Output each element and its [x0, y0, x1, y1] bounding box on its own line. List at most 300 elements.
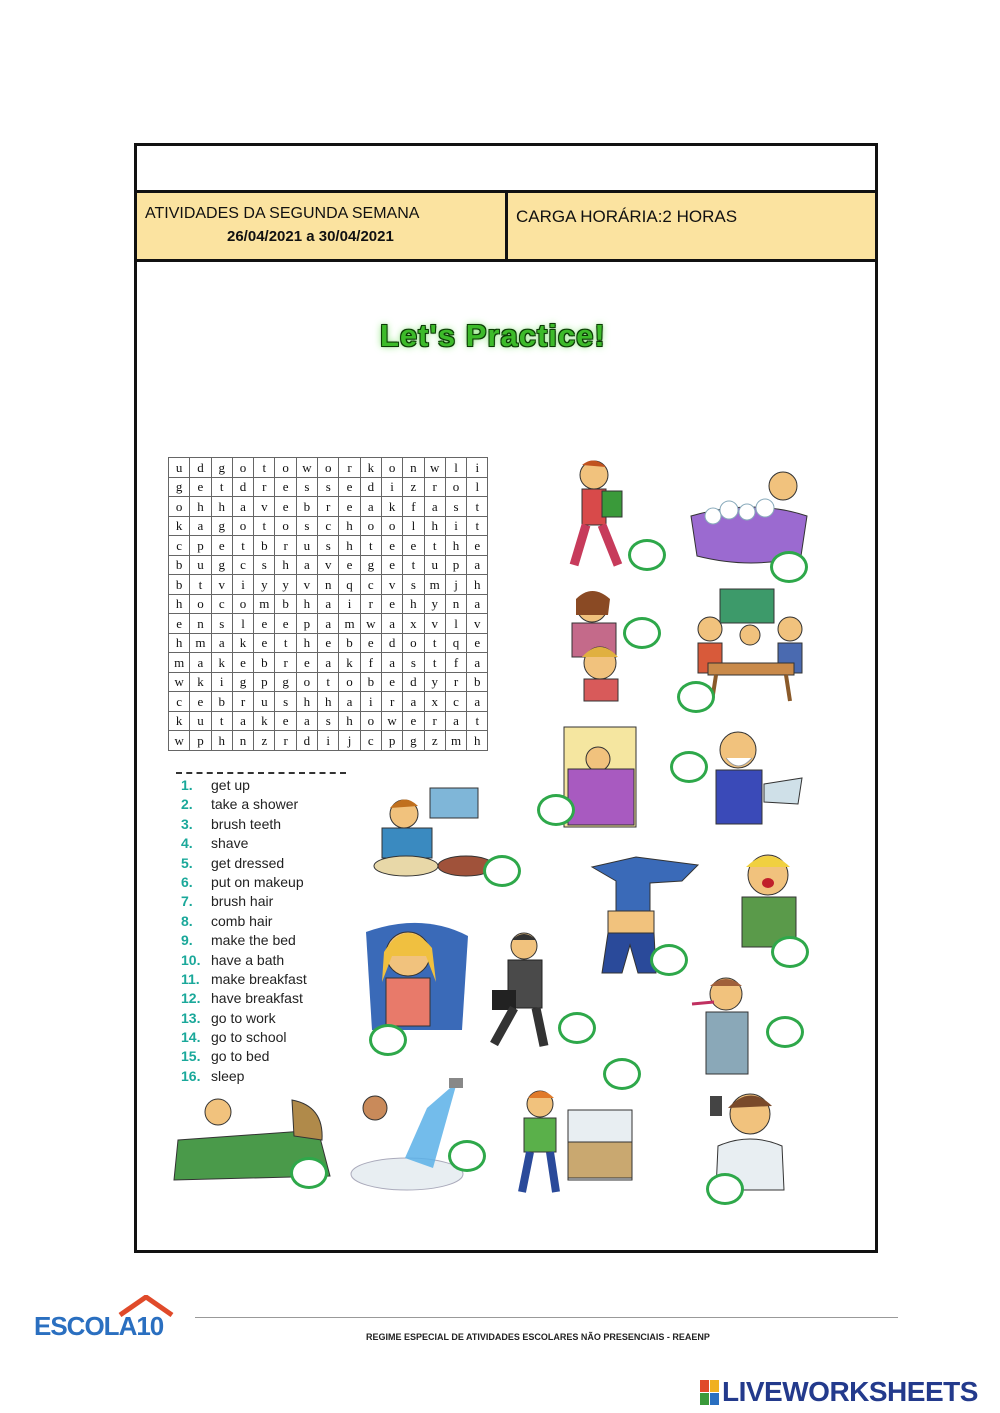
grid-letter[interactable]: p — [254, 672, 275, 692]
grid-letter[interactable]: a — [318, 653, 339, 673]
grid-letter[interactable]: s — [318, 477, 339, 497]
word-number: 12. — [181, 990, 201, 1007]
grid-letter[interactable]: j — [339, 731, 360, 751]
grid-letter[interactable]: b — [169, 555, 190, 575]
grid-letter[interactable]: l — [467, 477, 488, 497]
logo-text: ESCOLA10 — [34, 1311, 164, 1341]
grid-letter[interactable]: r — [318, 497, 339, 517]
grid-letter[interactable]: a — [381, 653, 402, 673]
grid-letter[interactable]: e — [339, 555, 360, 575]
grid-letter[interactable]: t — [403, 555, 424, 575]
grid-letter[interactable]: v — [424, 614, 445, 634]
grid-letter[interactable]: r — [275, 653, 296, 673]
answer-circle-6[interactable] — [670, 751, 708, 783]
grid-letter[interactable]: o — [275, 458, 296, 478]
grid-letter[interactable]: r — [445, 672, 466, 692]
word-list-item — [181, 1068, 307, 1087]
grid-letter[interactable]: q — [445, 633, 466, 653]
grid-letter[interactable]: y — [424, 594, 445, 614]
header-dates: 26/04/2021 a 30/04/2021 — [227, 228, 394, 245]
grid-letter[interactable]: s — [211, 614, 232, 634]
word-list-item — [181, 1029, 307, 1048]
answer-circle-13[interactable] — [290, 1157, 328, 1189]
grid-letter[interactable]: i — [467, 458, 488, 478]
grid-letter[interactable]: m — [254, 594, 275, 614]
grid-letter[interactable]: g — [211, 555, 232, 575]
grid-letter[interactable]: t — [424, 536, 445, 556]
grid-letter[interactable]: i — [445, 516, 466, 536]
grid-letter[interactable]: i — [211, 672, 232, 692]
grid-letter[interactable]: c — [232, 555, 253, 575]
grid-letter[interactable]: k — [169, 516, 190, 536]
word-number: 1. — [181, 777, 193, 793]
grid-letter[interactable]: m — [169, 653, 190, 673]
answer-circle-11[interactable] — [558, 1012, 596, 1044]
grid-letter[interactable]: h — [169, 633, 190, 653]
header-title: ATIVIDADES DA SEGUNDA SEMANA — [145, 205, 420, 222]
grid-letter[interactable]: k — [360, 458, 381, 478]
grid-letter[interactable]: o — [318, 458, 339, 478]
grid-letter[interactable]: a — [467, 594, 488, 614]
grid-letter[interactable]: s — [296, 477, 317, 497]
grid-letter[interactable]: h — [296, 633, 317, 653]
answer-circle-5[interactable] — [537, 794, 575, 826]
grid-letter[interactable]: a — [403, 692, 424, 712]
grid-letter[interactable]: a — [339, 692, 360, 712]
word-number: 8. — [181, 912, 193, 929]
grid-letter[interactable]: a — [467, 653, 488, 673]
grid-letter[interactable]: h — [211, 497, 232, 517]
grid-letter[interactable]: b — [211, 692, 232, 712]
grid-letter[interactable]: h — [424, 516, 445, 536]
grid-letter[interactable]: e — [190, 477, 211, 497]
grid-letter[interactable]: i — [360, 692, 381, 712]
grid-letter[interactable]: h — [296, 692, 317, 712]
grid-letter[interactable]: a — [467, 555, 488, 575]
grid-letter[interactable]: w — [296, 458, 317, 478]
grid-letter[interactable]: a — [318, 614, 339, 634]
answer-circle-4[interactable] — [677, 681, 715, 713]
grid-letter[interactable]: b — [169, 575, 190, 595]
grid-letter[interactable]: a — [360, 497, 381, 517]
grid-letter[interactable]: q — [339, 575, 360, 595]
word-text: comb hair — [211, 912, 273, 929]
grid-letter[interactable]: s — [318, 536, 339, 556]
grid-letter[interactable]: s — [403, 575, 424, 595]
grid-letter[interactable]: g — [360, 555, 381, 575]
grid-letter[interactable]: e — [254, 614, 275, 634]
grid-letter[interactable]: m — [190, 633, 211, 653]
grid-letter[interactable]: e — [467, 633, 488, 653]
grid-letter[interactable]: o — [360, 516, 381, 536]
grid-letter[interactable]: a — [211, 633, 232, 653]
grid-letter[interactable]: b — [360, 672, 381, 692]
grid-letter[interactable]: p — [190, 536, 211, 556]
grid-letter[interactable]: e — [339, 497, 360, 517]
grid-letter[interactable]: r — [254, 477, 275, 497]
grid-letter[interactable]: i — [318, 731, 339, 751]
grid-letter[interactable]: b — [254, 536, 275, 556]
grid-letter[interactable]: s — [296, 516, 317, 536]
grid-letter[interactable]: l — [445, 458, 466, 478]
word-text: get up — [211, 777, 250, 793]
grid-letter[interactable]: a — [467, 692, 488, 712]
word-list-item — [181, 1048, 307, 1067]
grid-letter[interactable]: o — [296, 672, 317, 692]
grid-letter[interactable]: t — [275, 633, 296, 653]
grid-row — [169, 497, 488, 517]
grid-letter[interactable]: o — [232, 516, 253, 536]
grid-letter[interactable]: k — [232, 633, 253, 653]
word-number: 16. — [181, 1067, 201, 1084]
grid-letter[interactable]: t — [211, 711, 232, 731]
grid-letter[interactable]: k — [190, 672, 211, 692]
grid-letter[interactable]: g — [211, 458, 232, 478]
grid-letter[interactable]: o — [381, 458, 402, 478]
grid-letter[interactable]: m — [339, 614, 360, 634]
grid-letter[interactable]: r — [360, 594, 381, 614]
man-brushing-teeth-illustration — [688, 968, 774, 1080]
grid-letter[interactable]: h — [403, 594, 424, 614]
grid-letter[interactable]: k — [254, 711, 275, 731]
grid-letter[interactable]: g — [232, 672, 253, 692]
answer-circle-9[interactable] — [771, 936, 809, 968]
grid-letter[interactable]: c — [318, 516, 339, 536]
grid-letter[interactable]: p — [190, 731, 211, 751]
word-number: 13. — [181, 1009, 201, 1026]
grid-letter[interactable]: s — [275, 692, 296, 712]
word-list-item — [181, 971, 307, 990]
grid-letter[interactable]: t — [467, 711, 488, 731]
grid-letter[interactable]: a — [190, 653, 211, 673]
word-text: brush teeth — [211, 815, 282, 832]
grid-row — [169, 575, 488, 595]
grid-letter[interactable]: d — [190, 458, 211, 478]
grid-letter[interactable]: h — [318, 692, 339, 712]
grid-letter[interactable]: b — [296, 497, 317, 517]
word-number: 14. — [181, 1029, 201, 1046]
grid-letter[interactable]: e — [381, 536, 402, 556]
grid-letter[interactable]: c — [211, 594, 232, 614]
grid-letter[interactable]: d — [403, 672, 424, 692]
grid-letter[interactable]: r — [424, 477, 445, 497]
grid-letter[interactable]: o — [381, 516, 402, 536]
grid-letter[interactable]: b — [339, 633, 360, 653]
grid-letter[interactable]: m — [424, 575, 445, 595]
grid-letter[interactable]: r — [339, 458, 360, 478]
grid-letter[interactable]: t — [254, 458, 275, 478]
grid-letter[interactable]: e — [467, 536, 488, 556]
grid-letter[interactable]: w — [360, 614, 381, 634]
grid-letter[interactable]: c — [445, 692, 466, 712]
word-text: make breakfast — [211, 970, 307, 987]
footer-program: REGIME ESPECIAL DE ATIVIDADES ESCOLARES NÃO PRESENCIAIS - REAENP — [366, 1332, 710, 1342]
word-number: 11. — [181, 970, 200, 987]
grid-letter[interactable]: t — [467, 497, 488, 517]
grid-letter[interactable]: e — [381, 594, 402, 614]
grid-letter[interactable]: a — [190, 516, 211, 536]
grid-letter[interactable]: n — [232, 731, 253, 751]
grid-letter[interactable]: r — [381, 692, 402, 712]
grid-letter[interactable]: g — [403, 731, 424, 751]
grid-letter[interactable]: o — [339, 672, 360, 692]
answer-circle-10[interactable] — [369, 1024, 407, 1056]
grid-letter[interactable]: o — [232, 458, 253, 478]
grid-letter[interactable]: h — [467, 575, 488, 595]
grid-letter[interactable]: u — [254, 692, 275, 712]
grid-letter[interactable]: o — [275, 516, 296, 536]
word-list-item — [181, 952, 307, 971]
grid-letter[interactable]: e — [381, 672, 402, 692]
grid-letter[interactable]: e — [360, 633, 381, 653]
grid-letter[interactable]: k — [339, 653, 360, 673]
grid-letter[interactable]: z — [424, 731, 445, 751]
answer-circle-7[interactable] — [483, 855, 521, 887]
grid-letter[interactable]: a — [381, 614, 402, 634]
grid-letter[interactable]: x — [403, 614, 424, 634]
grid-letter[interactable]: s — [318, 711, 339, 731]
grid-letter[interactable]: e — [403, 711, 424, 731]
grid-letter[interactable]: o — [232, 594, 253, 614]
grid-letter[interactable]: t — [211, 477, 232, 497]
grid-letter[interactable]: p — [381, 731, 402, 751]
grid-row — [169, 731, 488, 751]
grid-letter[interactable]: s — [445, 497, 466, 517]
footer-divider — [195, 1317, 898, 1318]
grid-letter[interactable]: a — [232, 497, 253, 517]
grid-letter[interactable]: u — [190, 555, 211, 575]
word-list-item — [181, 1010, 307, 1029]
grid-letter[interactable]: l — [445, 614, 466, 634]
grid-letter[interactable]: y — [254, 575, 275, 595]
grid-row — [169, 555, 488, 575]
grid-letter[interactable]: d — [381, 633, 402, 653]
grid-letter[interactable]: s — [403, 653, 424, 673]
grid-letter[interactable]: t — [254, 516, 275, 536]
grid-letter[interactable]: f — [403, 497, 424, 517]
grid-letter[interactable]: h — [169, 594, 190, 614]
grid-letter[interactable]: i — [232, 575, 253, 595]
grid-letter[interactable]: l — [403, 516, 424, 536]
grid-letter[interactable]: a — [318, 594, 339, 614]
grid-letter[interactable]: i — [381, 477, 402, 497]
grid-letter[interactable]: v — [254, 497, 275, 517]
grid-letter[interactable]: w — [169, 672, 190, 692]
grid-letter[interactable]: h — [467, 731, 488, 751]
grid-letter[interactable]: r — [424, 711, 445, 731]
grid-letter[interactable]: p — [296, 614, 317, 634]
grid-letter[interactable]: h — [190, 497, 211, 517]
answer-circle-3[interactable] — [623, 617, 661, 649]
grid-letter[interactable]: e — [169, 614, 190, 634]
word-text: go to work — [211, 1009, 276, 1026]
grid-letter[interactable]: h — [339, 711, 360, 731]
grid-letter[interactable]: n — [403, 458, 424, 478]
word-list — [181, 777, 307, 1087]
grid-letter[interactable]: o — [360, 711, 381, 731]
word-number: 15. — [181, 1048, 201, 1065]
grid-letter[interactable]: c — [360, 575, 381, 595]
liveworksheets-text: LIVEWORKSHEETS — [722, 1376, 978, 1407]
grid-letter[interactable]: u — [296, 536, 317, 556]
grid-letter[interactable]: e — [275, 614, 296, 634]
grid-letter[interactable]: h — [339, 536, 360, 556]
word-text: sleep — [211, 1067, 245, 1084]
header-workload: CARGA HORÁRIA:2 HORAS — [516, 207, 738, 226]
answer-circle-1[interactable] — [628, 539, 666, 571]
word-number: 6. — [181, 873, 193, 890]
grid-letter[interactable]: e — [254, 633, 275, 653]
word-number: 3. — [181, 815, 193, 832]
grid-row — [169, 594, 488, 614]
grid-letter[interactable]: a — [232, 711, 253, 731]
answer-circle-15[interactable] — [603, 1058, 641, 1090]
word-number: 9. — [181, 932, 193, 949]
grid-letter[interactable]: l — [232, 614, 253, 634]
answer-circle-14[interactable] — [448, 1140, 486, 1172]
grid-letter[interactable]: h — [296, 594, 317, 614]
grid-letter[interactable]: e — [318, 633, 339, 653]
grid-row — [169, 633, 488, 653]
grid-letter[interactable]: o — [403, 633, 424, 653]
word-list-item — [181, 990, 307, 1009]
grid-letter[interactable]: v — [296, 575, 317, 595]
grid-letter[interactable]: r — [275, 536, 296, 556]
word-number: 5. — [181, 854, 193, 871]
word-list-item — [181, 855, 307, 874]
grid-letter[interactable]: a — [424, 497, 445, 517]
grid-letter[interactable]: h — [275, 555, 296, 575]
grid-letter[interactable]: e — [296, 653, 317, 673]
grid-letter[interactable]: w — [424, 458, 445, 478]
word-list-item — [181, 893, 307, 912]
grid-letter[interactable]: e — [190, 692, 211, 712]
word-text: shave — [211, 835, 249, 852]
grid-letter[interactable]: h — [445, 536, 466, 556]
grid-letter[interactable]: b — [275, 594, 296, 614]
grid-letter[interactable]: i — [339, 594, 360, 614]
grid-letter[interactable]: e — [403, 536, 424, 556]
grid-letter[interactable]: s — [254, 555, 275, 575]
grid-letter[interactable]: n — [318, 575, 339, 595]
word-list-item — [181, 874, 307, 893]
grid-letter[interactable]: a — [296, 711, 317, 731]
answer-circle-8[interactable] — [650, 944, 688, 976]
grid-letter[interactable]: c — [360, 731, 381, 751]
word-text: get dressed — [211, 854, 285, 871]
grid-letter[interactable]: k — [211, 653, 232, 673]
grid-letter[interactable]: h — [211, 731, 232, 751]
word-number: 4. — [181, 835, 193, 852]
grid-letter[interactable]: g — [211, 516, 232, 536]
grid-letter[interactable]: v — [381, 575, 402, 595]
grid-letter[interactable]: v — [211, 575, 232, 595]
word-number: 10. — [181, 951, 201, 968]
grid-letter[interactable]: a — [296, 555, 317, 575]
word-text: have a bath — [211, 951, 285, 968]
grid-letter[interactable]: c — [169, 692, 190, 712]
grid-letter[interactable]: v — [318, 555, 339, 575]
grid-letter[interactable]: g — [275, 672, 296, 692]
grid-letter[interactable]: t — [424, 633, 445, 653]
word-text: make the bed — [211, 932, 296, 949]
grid-letter[interactable]: d — [360, 477, 381, 497]
grid-letter[interactable]: f — [445, 653, 466, 673]
grid-letter[interactable]: r — [232, 692, 253, 712]
grid-letter[interactable]: n — [445, 594, 466, 614]
grid-letter[interactable]: h — [339, 516, 360, 536]
grid-letter[interactable]: e — [339, 477, 360, 497]
grid-letter[interactable]: b — [467, 672, 488, 692]
grid-letter[interactable]: m — [445, 731, 466, 751]
grid-letter[interactable]: z — [254, 731, 275, 751]
boy-taking-shower-illustration — [347, 1078, 467, 1196]
grid-row — [169, 536, 488, 556]
grid-row — [169, 477, 488, 497]
grid-letter[interactable]: t — [424, 653, 445, 673]
grid-letter[interactable]: u — [190, 711, 211, 731]
answer-circle-16[interactable] — [706, 1173, 744, 1205]
grid-letter[interactable]: a — [445, 711, 466, 731]
grid-letter[interactable]: z — [403, 477, 424, 497]
grid-letter[interactable]: t — [467, 516, 488, 536]
grid-letter[interactable]: t — [360, 536, 381, 556]
grid-letter[interactable]: v — [467, 614, 488, 634]
answer-circle-12[interactable] — [766, 1016, 804, 1048]
grid-letter[interactable]: e — [275, 711, 296, 731]
grid-letter[interactable]: d — [232, 477, 253, 497]
grid-letter[interactable]: p — [445, 555, 466, 575]
grid-letter[interactable]: t — [318, 672, 339, 692]
page-heading: Let's Practice! — [380, 318, 606, 353]
grid-letter[interactable]: u — [424, 555, 445, 575]
grid-letter[interactable]: k — [381, 497, 402, 517]
grid-letter[interactable]: b — [254, 653, 275, 673]
grid-letter[interactable]: c — [169, 536, 190, 556]
grid-letter[interactable]: g — [169, 477, 190, 497]
grid-letter[interactable]: o — [190, 594, 211, 614]
grid-letter[interactable]: e — [275, 477, 296, 497]
grid-letter[interactable]: w — [169, 731, 190, 751]
grid-letter[interactable]: o — [169, 497, 190, 517]
grid-letter[interactable]: t — [232, 536, 253, 556]
grid-letter[interactable]: e — [275, 497, 296, 517]
grid-row — [169, 614, 488, 634]
grid-letter[interactable]: y — [424, 672, 445, 692]
grid-letter[interactable]: e — [211, 536, 232, 556]
grid-letter[interactable]: w — [381, 711, 402, 731]
grid-letter[interactable]: u — [169, 458, 190, 478]
boy-getting-up-illustration — [720, 845, 820, 957]
grid-letter[interactable]: y — [275, 575, 296, 595]
grid-letter[interactable]: e — [232, 653, 253, 673]
grid-letter[interactable]: t — [190, 575, 211, 595]
grid-letter[interactable]: x — [424, 692, 445, 712]
grid-letter[interactable]: n — [190, 614, 211, 634]
grid-letter[interactable]: j — [445, 575, 466, 595]
header-week-cell — [137, 190, 508, 262]
grid-letter[interactable]: k — [169, 711, 190, 731]
grid-letter[interactable]: e — [381, 555, 402, 575]
grid-letter[interactable]: f — [360, 653, 381, 673]
grid-letter[interactable]: r — [275, 731, 296, 751]
word-list-item — [181, 796, 307, 815]
grid-letter[interactable]: d — [296, 731, 317, 751]
boy-making-bed-illustration — [508, 1080, 636, 1198]
answer-circle-2[interactable] — [770, 551, 808, 583]
grid-letter[interactable]: o — [445, 477, 466, 497]
liveworksheets-icon — [700, 1380, 720, 1406]
